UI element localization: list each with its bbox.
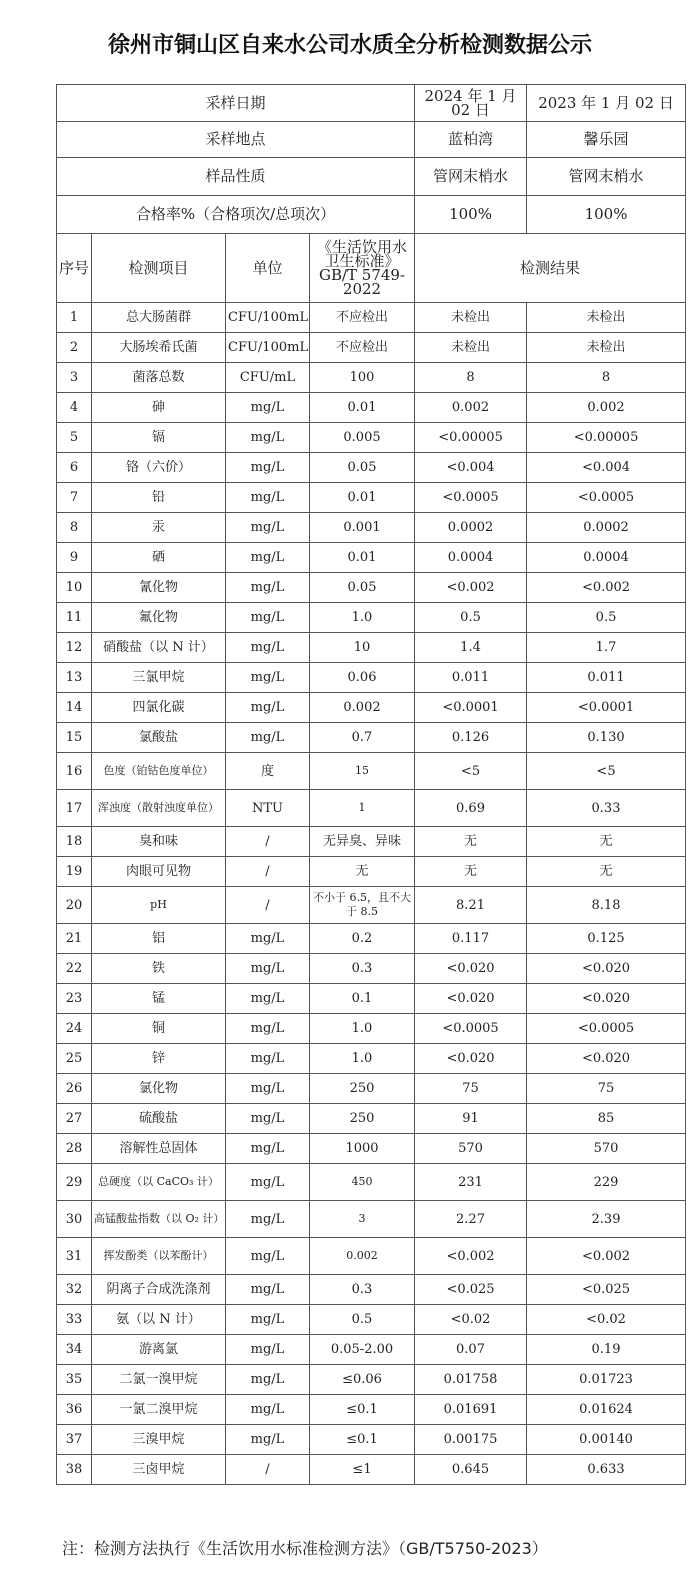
row-item: 菌落总数 bbox=[92, 363, 226, 393]
row-standard: 0.1 bbox=[310, 984, 415, 1014]
row-unit: CFU/100mL bbox=[226, 333, 310, 363]
row-item: 硫酸盐 bbox=[92, 1104, 226, 1134]
table-row bbox=[57, 573, 686, 603]
row-item: 氯酸盐 bbox=[92, 723, 226, 753]
row-standard: ≤0.06 bbox=[310, 1365, 415, 1395]
row-no: 34 bbox=[57, 1335, 92, 1365]
row-no: 25 bbox=[57, 1044, 92, 1074]
row-result-site1: 2.27 bbox=[415, 1201, 527, 1238]
table-row bbox=[57, 984, 686, 1014]
row-result-site2: <0.020 bbox=[527, 1044, 686, 1074]
row-result-site1: 0.5 bbox=[415, 603, 527, 633]
site2-pass-rate: 100% bbox=[527, 196, 686, 234]
row-unit: / bbox=[226, 857, 310, 887]
row-no: 10 bbox=[57, 573, 92, 603]
table-row bbox=[57, 1164, 686, 1201]
row-no: 22 bbox=[57, 954, 92, 984]
row-standard: 1000 bbox=[310, 1134, 415, 1164]
row-result-site2: <5 bbox=[527, 753, 686, 790]
row-item: 二氯一溴甲烷 bbox=[92, 1365, 226, 1395]
row-result-site1: 0.002 bbox=[415, 393, 527, 423]
table-row bbox=[57, 1014, 686, 1044]
row-item: 氟化物 bbox=[92, 603, 226, 633]
row-no: 33 bbox=[57, 1305, 92, 1335]
row-result-site2: <0.025 bbox=[527, 1275, 686, 1305]
row-unit: mg/L bbox=[226, 1238, 310, 1275]
row-standard: 0.005 bbox=[310, 423, 415, 453]
row-unit: mg/L bbox=[226, 513, 310, 543]
col-std-header: 《生活饮用水卫生标准》GB/T 5749-2022 bbox=[310, 234, 415, 303]
row-result-site2: 8.18 bbox=[527, 887, 686, 924]
row-result-site1: 0.07 bbox=[415, 1335, 527, 1365]
table-row bbox=[57, 1425, 686, 1455]
row-unit: / bbox=[226, 1455, 310, 1485]
row-standard: 3 bbox=[310, 1201, 415, 1238]
col-no-header: 序号 bbox=[57, 234, 92, 303]
table-row bbox=[57, 1134, 686, 1164]
row-item: 三溴甲烷 bbox=[92, 1425, 226, 1455]
row-unit: mg/L bbox=[226, 423, 310, 453]
row-standard: 1.0 bbox=[310, 1014, 415, 1044]
row-unit: mg/L bbox=[226, 1014, 310, 1044]
row-result-site2: <0.0005 bbox=[527, 1014, 686, 1044]
row-result-site1: 0.01691 bbox=[415, 1395, 527, 1425]
row-result-site1: 8.21 bbox=[415, 887, 527, 924]
row-unit: mg/L bbox=[226, 1425, 310, 1455]
row-result-site1: 0.01758 bbox=[415, 1365, 527, 1395]
row-result-site2: 0.011 bbox=[527, 663, 686, 693]
row-result-site1: <0.004 bbox=[415, 453, 527, 483]
row-unit: 度 bbox=[226, 753, 310, 790]
col-item-header: 检测项目 bbox=[92, 234, 226, 303]
row-unit: mg/L bbox=[226, 1044, 310, 1074]
table-row bbox=[57, 1275, 686, 1305]
row-item: 氨（以 N 计） bbox=[92, 1305, 226, 1335]
sample-site-row bbox=[57, 122, 686, 158]
row-result-site2: 570 bbox=[527, 1134, 686, 1164]
row-standard: 0.7 bbox=[310, 723, 415, 753]
row-standard: 不应检出 bbox=[310, 303, 415, 333]
row-result-site2: 0.33 bbox=[527, 790, 686, 827]
row-no: 8 bbox=[57, 513, 92, 543]
row-standard: 不小于 6.5，且不大于 8.5 bbox=[310, 887, 415, 924]
row-standard: 0.01 bbox=[310, 543, 415, 573]
table-row bbox=[57, 633, 686, 663]
row-result-site2: <0.020 bbox=[527, 954, 686, 984]
row-unit: / bbox=[226, 827, 310, 857]
row-result-site2: <0.02 bbox=[527, 1305, 686, 1335]
footnote: 注：检测方法执行《生活饮用水标准检测方法》（GB/T5750-2023） bbox=[62, 1539, 548, 1558]
row-standard: 无异臭、异味 bbox=[310, 827, 415, 857]
table-row bbox=[57, 1395, 686, 1425]
water-quality-table bbox=[56, 84, 686, 1485]
row-result-site2: 无 bbox=[527, 827, 686, 857]
row-result-site2: 2.39 bbox=[527, 1201, 686, 1238]
row-standard: 0.2 bbox=[310, 924, 415, 954]
row-result-site2: 0.633 bbox=[527, 1455, 686, 1485]
row-result-site1: 0.00175 bbox=[415, 1425, 527, 1455]
row-result-site2: <0.0005 bbox=[527, 483, 686, 513]
row-item: 游离氯 bbox=[92, 1335, 226, 1365]
row-result-site1: 0.0002 bbox=[415, 513, 527, 543]
row-unit: mg/L bbox=[226, 954, 310, 984]
row-result-site2: <0.002 bbox=[527, 1238, 686, 1275]
row-no: 38 bbox=[57, 1455, 92, 1485]
row-standard: 0.05 bbox=[310, 453, 415, 483]
row-no: 36 bbox=[57, 1395, 92, 1425]
row-standard: ≤0.1 bbox=[310, 1395, 415, 1425]
row-item: 三氯甲烷 bbox=[92, 663, 226, 693]
row-result-site2: 未检出 bbox=[527, 303, 686, 333]
table-row bbox=[57, 603, 686, 633]
table-row bbox=[57, 663, 686, 693]
table-row bbox=[57, 423, 686, 453]
row-result-site1: <0.00005 bbox=[415, 423, 527, 453]
row-result-site1: 0.69 bbox=[415, 790, 527, 827]
row-item: 硒 bbox=[92, 543, 226, 573]
row-no: 31 bbox=[57, 1238, 92, 1275]
row-item: 氰化物 bbox=[92, 573, 226, 603]
row-result-site1: <0.020 bbox=[415, 984, 527, 1014]
row-no: 26 bbox=[57, 1074, 92, 1104]
row-item: 锌 bbox=[92, 1044, 226, 1074]
row-standard: ≤0.1 bbox=[310, 1425, 415, 1455]
row-unit: / bbox=[226, 887, 310, 924]
row-item: 氯化物 bbox=[92, 1074, 226, 1104]
row-result-site2: <0.004 bbox=[527, 453, 686, 483]
row-unit: mg/L bbox=[226, 573, 310, 603]
table-row bbox=[57, 887, 686, 924]
row-result-site2: 0.002 bbox=[527, 393, 686, 423]
row-result-site2: <0.002 bbox=[527, 573, 686, 603]
row-no: 35 bbox=[57, 1365, 92, 1395]
row-unit: mg/L bbox=[226, 1164, 310, 1201]
row-result-site2: <0.020 bbox=[527, 984, 686, 1014]
row-unit: mg/L bbox=[226, 663, 310, 693]
row-no: 12 bbox=[57, 633, 92, 663]
row-item: pH bbox=[92, 887, 226, 924]
row-result-site1: <0.020 bbox=[415, 954, 527, 984]
row-result-site2: 无 bbox=[527, 857, 686, 887]
row-result-site1: 0.117 bbox=[415, 924, 527, 954]
sample-type-row bbox=[57, 158, 686, 196]
row-result-site1: 未检出 bbox=[415, 303, 527, 333]
row-item: 总硬度（以 CaCO₃ 计） bbox=[92, 1164, 226, 1201]
row-item: 高锰酸盐指数（以 O₂ 计） bbox=[92, 1201, 226, 1238]
table-row bbox=[57, 1335, 686, 1365]
row-result-site1: <0.02 bbox=[415, 1305, 527, 1335]
row-result-site2: 0.125 bbox=[527, 924, 686, 954]
row-result-site1: <0.0005 bbox=[415, 483, 527, 513]
row-unit: mg/L bbox=[226, 543, 310, 573]
row-no: 27 bbox=[57, 1104, 92, 1134]
row-result-site1: <0.020 bbox=[415, 1044, 527, 1074]
row-standard: 0.001 bbox=[310, 513, 415, 543]
row-item: 铅 bbox=[92, 483, 226, 513]
row-result-site1: <0.0001 bbox=[415, 693, 527, 723]
sample-date-label: 采样日期 bbox=[57, 85, 415, 122]
table-row bbox=[57, 453, 686, 483]
table-row bbox=[57, 1044, 686, 1074]
table-row bbox=[57, 363, 686, 393]
row-unit: mg/L bbox=[226, 1335, 310, 1365]
row-unit: mg/L bbox=[226, 984, 310, 1014]
row-no: 3 bbox=[57, 363, 92, 393]
table-row bbox=[57, 790, 686, 827]
row-unit: mg/L bbox=[226, 1134, 310, 1164]
table-row bbox=[57, 753, 686, 790]
row-unit: mg/L bbox=[226, 723, 310, 753]
col-result-header: 检测结果 bbox=[415, 234, 686, 303]
row-item: 肉眼可见物 bbox=[92, 857, 226, 887]
row-no: 30 bbox=[57, 1201, 92, 1238]
row-standard: 450 bbox=[310, 1164, 415, 1201]
row-standard: 15 bbox=[310, 753, 415, 790]
site2-name: 馨乐园 bbox=[527, 122, 686, 158]
row-result-site1: 0.0004 bbox=[415, 543, 527, 573]
table-row bbox=[57, 393, 686, 423]
row-no: 4 bbox=[57, 393, 92, 423]
table-row bbox=[57, 1455, 686, 1485]
row-item: 四氯化碳 bbox=[92, 693, 226, 723]
row-result-site1: 无 bbox=[415, 827, 527, 857]
sample-site-label: 采样地点 bbox=[57, 122, 415, 158]
table-row bbox=[57, 954, 686, 984]
row-standard: 0.01 bbox=[310, 393, 415, 423]
row-unit: CFU/100mL bbox=[226, 303, 310, 333]
row-result-site1: 无 bbox=[415, 857, 527, 887]
row-no: 1 bbox=[57, 303, 92, 333]
row-unit: mg/L bbox=[226, 1305, 310, 1335]
row-no: 32 bbox=[57, 1275, 92, 1305]
site2-type: 管网末梢水 bbox=[527, 158, 686, 196]
row-standard: 1.0 bbox=[310, 1044, 415, 1074]
row-item: 臭和味 bbox=[92, 827, 226, 857]
site1-name: 蓝柏湾 bbox=[415, 122, 527, 158]
row-result-site2: 0.5 bbox=[527, 603, 686, 633]
row-item: 铝 bbox=[92, 924, 226, 954]
table-row bbox=[57, 333, 686, 363]
row-no: 18 bbox=[57, 827, 92, 857]
row-item: 总大肠菌群 bbox=[92, 303, 226, 333]
row-unit: CFU/mL bbox=[226, 363, 310, 393]
row-unit: mg/L bbox=[226, 393, 310, 423]
row-result-site1: <0.0005 bbox=[415, 1014, 527, 1044]
row-item: 大肠埃希氏菌 bbox=[92, 333, 226, 363]
row-standard: 无 bbox=[310, 857, 415, 887]
row-result-site1: <0.002 bbox=[415, 1238, 527, 1275]
row-unit: mg/L bbox=[226, 1074, 310, 1104]
row-standard: 不应检出 bbox=[310, 333, 415, 363]
row-item: 挥发酚类（以苯酚计） bbox=[92, 1238, 226, 1275]
row-standard: 100 bbox=[310, 363, 415, 393]
row-no: 6 bbox=[57, 453, 92, 483]
row-item: 阴离子合成洗涤剂 bbox=[92, 1275, 226, 1305]
row-result-site2: 229 bbox=[527, 1164, 686, 1201]
row-result-site2: 未检出 bbox=[527, 333, 686, 363]
row-no: 2 bbox=[57, 333, 92, 363]
row-standard: 0.3 bbox=[310, 954, 415, 984]
row-result-site1: <5 bbox=[415, 753, 527, 790]
table-row bbox=[57, 693, 686, 723]
row-unit: mg/L bbox=[226, 1104, 310, 1134]
row-unit: mg/L bbox=[226, 603, 310, 633]
row-standard: 0.002 bbox=[310, 693, 415, 723]
row-standard: 0.5 bbox=[310, 1305, 415, 1335]
row-item: 镉 bbox=[92, 423, 226, 453]
table-body bbox=[57, 85, 686, 1485]
row-standard: 250 bbox=[310, 1074, 415, 1104]
row-standard: 0.06 bbox=[310, 663, 415, 693]
row-standard: 0.01 bbox=[310, 483, 415, 513]
row-no: 15 bbox=[57, 723, 92, 753]
row-result-site1: 0.126 bbox=[415, 723, 527, 753]
row-item: 汞 bbox=[92, 513, 226, 543]
row-result-site1: 0.011 bbox=[415, 663, 527, 693]
sample-type-label: 样品性质 bbox=[57, 158, 415, 196]
row-result-site1: 0.645 bbox=[415, 1455, 527, 1485]
row-item: 铬（六价） bbox=[92, 453, 226, 483]
page-title: 徐州市铜山区自来水公司水质全分析检测数据公示 bbox=[107, 33, 592, 58]
table-row bbox=[57, 1238, 686, 1275]
row-no: 11 bbox=[57, 603, 92, 633]
row-no: 5 bbox=[57, 423, 92, 453]
row-no: 13 bbox=[57, 663, 92, 693]
row-result-site2: 0.0002 bbox=[527, 513, 686, 543]
row-result-site1: <0.025 bbox=[415, 1275, 527, 1305]
row-result-site2: 0.130 bbox=[527, 723, 686, 753]
table-row bbox=[57, 723, 686, 753]
row-no: 17 bbox=[57, 790, 92, 827]
row-standard: 0.002 bbox=[310, 1238, 415, 1275]
row-item: 铁 bbox=[92, 954, 226, 984]
row-unit: mg/L bbox=[226, 693, 310, 723]
row-item: 砷 bbox=[92, 393, 226, 423]
table-row bbox=[57, 483, 686, 513]
site1-date: 2024 年 1 月 02 日 bbox=[415, 85, 527, 122]
row-no: 24 bbox=[57, 1014, 92, 1044]
col-unit-header: 单位 bbox=[226, 234, 310, 303]
row-item: 色度（铂钴色度单位） bbox=[92, 753, 226, 790]
row-result-site2: 0.01624 bbox=[527, 1395, 686, 1425]
row-standard: 0.3 bbox=[310, 1275, 415, 1305]
row-no: 19 bbox=[57, 857, 92, 887]
pass-rate-row bbox=[57, 196, 686, 234]
row-result-site2: 0.0004 bbox=[527, 543, 686, 573]
row-item: 铜 bbox=[92, 1014, 226, 1044]
row-unit: mg/L bbox=[226, 1275, 310, 1305]
row-result-site1: 570 bbox=[415, 1134, 527, 1164]
row-no: 23 bbox=[57, 984, 92, 1014]
table-row bbox=[57, 1365, 686, 1395]
row-no: 29 bbox=[57, 1164, 92, 1201]
row-no: 14 bbox=[57, 693, 92, 723]
row-result-site2: 0.19 bbox=[527, 1335, 686, 1365]
row-unit: mg/L bbox=[226, 1201, 310, 1238]
row-result-site2: 85 bbox=[527, 1104, 686, 1134]
site2-date: 2023 年 1 月 02 日 bbox=[527, 85, 686, 122]
pass-rate-label: 合格率%（合格项次/总项次） bbox=[57, 196, 415, 234]
row-standard: ≤1 bbox=[310, 1455, 415, 1485]
table-row bbox=[57, 1104, 686, 1134]
row-result-site2: 0.00140 bbox=[527, 1425, 686, 1455]
row-result-site2: 75 bbox=[527, 1074, 686, 1104]
table-row bbox=[57, 924, 686, 954]
row-no: 37 bbox=[57, 1425, 92, 1455]
table-row bbox=[57, 827, 686, 857]
row-standard: 0.05 bbox=[310, 573, 415, 603]
row-standard: 0.05-2.00 bbox=[310, 1335, 415, 1365]
row-item: 锰 bbox=[92, 984, 226, 1014]
row-no: 16 bbox=[57, 753, 92, 790]
table-row bbox=[57, 543, 686, 573]
row-result-site1: 1.4 bbox=[415, 633, 527, 663]
row-unit: mg/L bbox=[226, 1395, 310, 1425]
row-no: 7 bbox=[57, 483, 92, 513]
row-standard: 1 bbox=[310, 790, 415, 827]
row-standard: 250 bbox=[310, 1104, 415, 1134]
row-unit: mg/L bbox=[226, 453, 310, 483]
column-header-row bbox=[57, 234, 686, 303]
row-result-site1: 8 bbox=[415, 363, 527, 393]
row-result-site2: 1.7 bbox=[527, 633, 686, 663]
sample-date-row bbox=[57, 85, 686, 122]
table-row bbox=[57, 857, 686, 887]
row-result-site1: 91 bbox=[415, 1104, 527, 1134]
row-result-site1: 未检出 bbox=[415, 333, 527, 363]
row-unit: mg/L bbox=[226, 633, 310, 663]
row-no: 9 bbox=[57, 543, 92, 573]
table-row bbox=[57, 513, 686, 543]
row-result-site2: <0.0001 bbox=[527, 693, 686, 723]
row-item: 浑浊度（散射浊度单位） bbox=[92, 790, 226, 827]
row-result-site2: 0.01723 bbox=[527, 1365, 686, 1395]
row-unit: mg/L bbox=[226, 483, 310, 513]
row-result-site2: 8 bbox=[527, 363, 686, 393]
table-row bbox=[57, 303, 686, 333]
table-row bbox=[57, 1201, 686, 1238]
row-result-site1: 231 bbox=[415, 1164, 527, 1201]
site1-type: 管网末梢水 bbox=[415, 158, 527, 196]
row-item: 溶解性总固体 bbox=[92, 1134, 226, 1164]
row-result-site2: <0.00005 bbox=[527, 423, 686, 453]
row-item: 硝酸盐（以 N 计） bbox=[92, 633, 226, 663]
row-unit: mg/L bbox=[226, 924, 310, 954]
table-row bbox=[57, 1074, 686, 1104]
row-no: 28 bbox=[57, 1134, 92, 1164]
row-unit: mg/L bbox=[226, 1365, 310, 1395]
row-item: 一氯二溴甲烷 bbox=[92, 1395, 226, 1425]
site1-pass-rate: 100% bbox=[415, 196, 527, 234]
row-standard: 10 bbox=[310, 633, 415, 663]
row-standard: 1.0 bbox=[310, 603, 415, 633]
row-no: 21 bbox=[57, 924, 92, 954]
row-unit: NTU bbox=[226, 790, 310, 827]
row-result-site1: 75 bbox=[415, 1074, 527, 1104]
table-row bbox=[57, 1305, 686, 1335]
row-item: 三卤甲烷 bbox=[92, 1455, 226, 1485]
row-result-site1: <0.002 bbox=[415, 573, 527, 603]
row-no: 20 bbox=[57, 887, 92, 924]
